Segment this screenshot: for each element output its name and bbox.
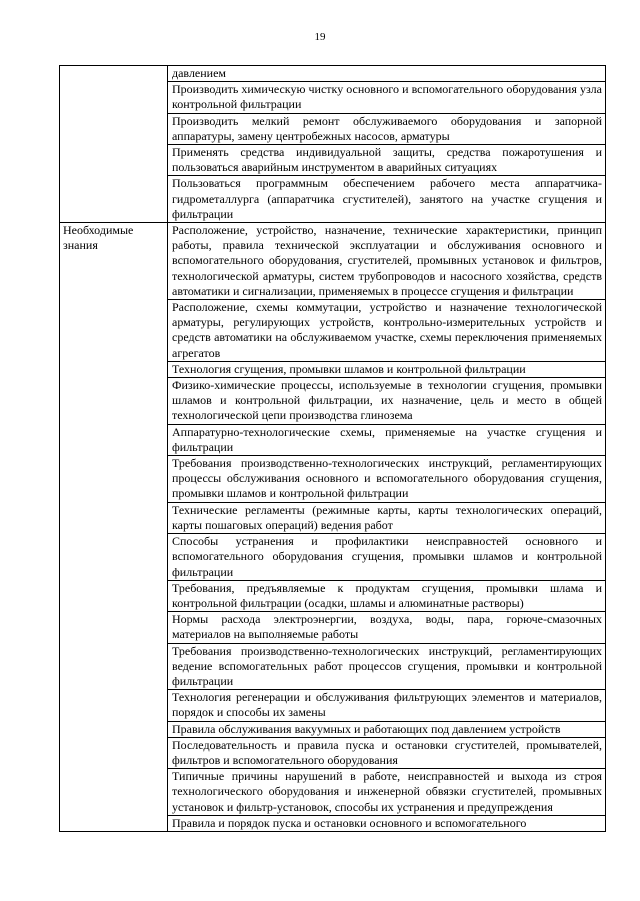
requirement-item-cell — [168, 737, 606, 768]
requirement-item-text: Физико-химические процессы, используемые в технологии сгущения, промывки шламов и контрольной фильтрации, их назначение, цель и место в общей технологической цепи производства глинозема — [172, 378, 602, 423]
requirement-item-text: Типичные причины нарушений в работе, неисправностей и выхода из строя технологического оборудования и инженерной обвязки сгустителей, промывных установок и фильтр-установок, способы их устранения и предупреждения — [172, 769, 602, 814]
requirement-item-cell — [168, 612, 606, 643]
requirement-item-cell — [168, 113, 606, 144]
requirement-item-cell — [168, 534, 606, 581]
requirement-item-text: Правила и порядок пуска и остановки основного и вспомогательного — [172, 815, 527, 830]
requirement-item-text: Нормы расхода электроэнергии, воздуха, воды, пара, горюче-смазочных материалов на выполняемые работы — [172, 612, 602, 642]
table-body — [60, 66, 606, 832]
requirement-item-text: Расположение, схемы коммутации, устройство и назначение технологической арматуры, регулирующих устройств, контрольно-измерительных устройств и средств автоматики на обслуживаемом участке, схемы переключения применяемых агрегатов — [172, 300, 602, 360]
requirement-item-cell — [168, 66, 606, 82]
requirement-item-cell — [168, 300, 606, 362]
requirement-item-text: давлением — [172, 66, 227, 80]
requirement-item-text: Способы устранения и профилактики неисправностей основного и вспомогательного оборудования сгущения, промывки шламов и контрольной фильтрации — [172, 534, 602, 579]
requirement-item-text: Технология регенерации и обслуживания фильтрующих элементов и материалов, порядок и способы их замены — [172, 690, 602, 720]
table-row — [60, 223, 606, 300]
table-row — [60, 66, 606, 82]
requirement-item-cell — [168, 580, 606, 611]
requirement-item-text: Технические регламенты (режимные карты, карты технологических операций, карты пошаговых операций) ведения работ — [172, 502, 602, 532]
requirement-item-text: Требования производственно-технологических инструкций, регламентирующих процессы обслуживания основного и вспомогательного оборудования сгущения, промывки шламов и контрольной фильтрации — [172, 456, 602, 501]
requirement-item-text: Производить химическую чистку основного и вспомогательного оборудования узла контрольной фильтрации — [172, 82, 602, 112]
requirement-item-text: Пользоваться программным обеспечением рабочего места аппаратчика-гидрометаллурга (аппаратчика сгустителей), занятого на участке сгущения и фильтрации — [172, 176, 602, 221]
requirement-item-cell — [168, 643, 606, 690]
page-number: 19 — [314, 31, 326, 43]
requirement-item-cell — [168, 145, 606, 176]
requirement-item-text: Применять средства индивидуальной защиты, средства пожаротушения и пользоваться аварийным инструментом в аварийных ситуациях — [172, 145, 602, 175]
requirement-item-cell — [168, 769, 606, 816]
section-label-cell: Необходимые знания — [60, 223, 168, 832]
requirement-item-text: Требования, предъявляемые к продуктам сгущения, промывки шлама и контрольной фильтрации (осадки, шламы и алюминатные растворы) — [172, 580, 602, 610]
requirement-item-text: Производить мелкий ремонт обслуживаемого оборудования и запорной аппаратуры, замену центробежных насосов, арматуры — [172, 113, 602, 143]
requirement-item-cell — [168, 223, 606, 300]
requirement-item-cell — [168, 424, 606, 455]
requirement-item-text: Правила обслуживания вакуумных и работающих под давлением устройств — [172, 721, 561, 736]
requirement-item-cell — [168, 815, 606, 831]
section-label-cell — [60, 66, 168, 223]
requirement-item-text: Расположение, устройство, назначение, технические характеристики, принцип работы, правила технической эксплуатации и обслуживания основного и вспомогательного оборудования, сгустителей, промывных установок и фильтров, технологической арматуры, систем трубопроводов и насосного хозяйства, средств автоматики и сигнализации, применяемых в процессе сгущения и фильтрации — [172, 223, 602, 298]
requirement-item-text: Последовательность и правила пуска и остановки сгустителей, промывателей, фильтров и вспомогательного оборудования — [172, 737, 602, 767]
requirements-table — [59, 65, 606, 832]
requirement-item-cell — [168, 690, 606, 721]
requirement-item-text: Требования производственно-технологических инструкций, регламентирующих ведение вспомогательных работ процессов сгущения, промывки и контрольной фильтрации — [172, 643, 602, 688]
requirement-item-cell — [168, 176, 606, 223]
requirement-item-cell — [168, 502, 606, 533]
requirement-item-cell — [168, 361, 606, 377]
requirement-item-text: Технология сгущения, промывки шламов и контрольной фильтрации — [172, 361, 526, 376]
requirement-item-cell — [168, 456, 606, 503]
requirement-item-cell — [168, 82, 606, 113]
requirement-item-cell — [168, 721, 606, 737]
requirement-item-text: Аппаратурно-технологические схемы, применяемые на участке сгущения и фильтрации — [172, 424, 602, 454]
requirement-item-cell — [168, 378, 606, 425]
